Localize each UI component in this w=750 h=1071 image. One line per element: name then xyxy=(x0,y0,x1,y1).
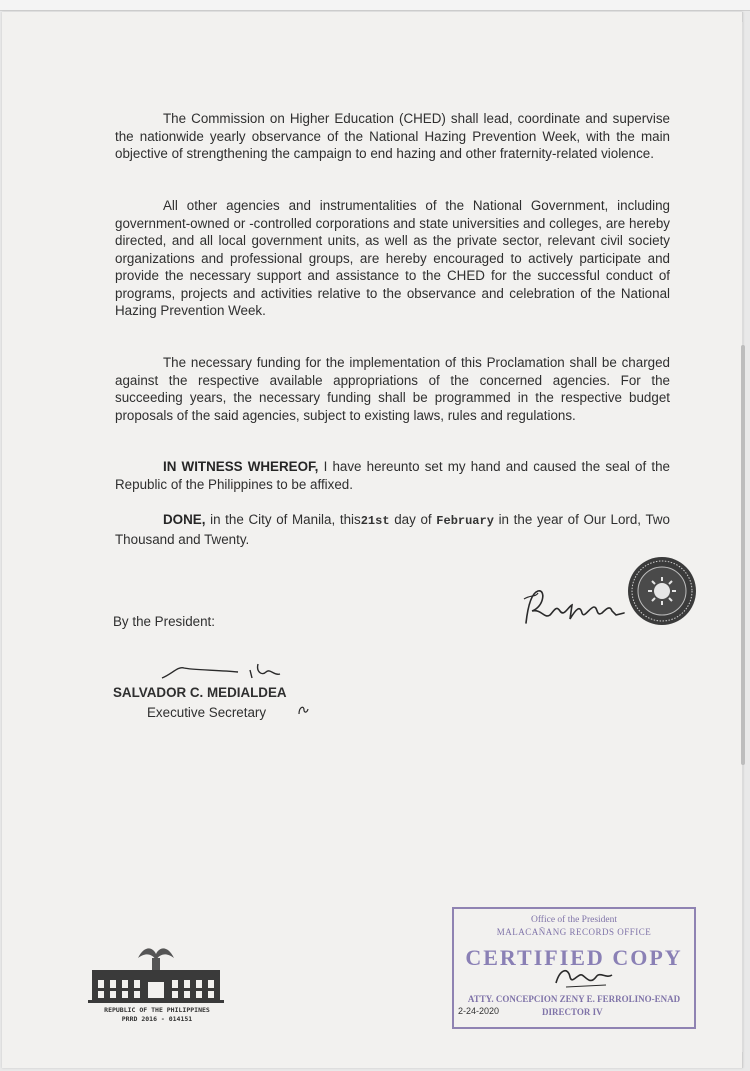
done-day: 21st xyxy=(360,514,390,528)
logo-caption-line2: PRRD 2016 - 014151 xyxy=(121,1015,193,1023)
malacanang-palace-logo xyxy=(86,940,226,1006)
by-the-president-label: By the President: xyxy=(113,614,215,629)
done-text-1: in the City of Manila, this xyxy=(205,512,361,527)
viewer-top-bar xyxy=(0,0,750,11)
stamp-certified-copy: CERTIFIED COPY xyxy=(465,945,683,970)
paragraph-done xyxy=(115,511,670,548)
secretary-title: Executive Secretary xyxy=(147,705,267,720)
scrollbar-thumb[interactable] xyxy=(741,345,745,765)
stamp-office: Office of the President xyxy=(530,915,618,925)
stamp-signature xyxy=(550,963,620,993)
secretary-name: SALVADOR C. MEDIALDEA xyxy=(113,685,287,700)
stamp-records-office: MALACAÑANG RECORDS OFFICE xyxy=(496,927,652,937)
president-signature xyxy=(520,585,630,635)
presidential-seal xyxy=(626,555,698,627)
logo-caption-line1: REPUBLIC OF THE PHILIPPINES xyxy=(104,1006,210,1014)
stamp-attorney-name: ATTY. CONCEPCION ZENY E. FERROLINO-ENAD xyxy=(467,994,681,1004)
secretary-signature xyxy=(158,656,288,686)
done-text-3: in the year of Our Lord, Two Thousand and Twenty. xyxy=(115,512,670,547)
stamp-director: DIRECTOR IV xyxy=(542,1007,603,1017)
secretary-initial xyxy=(296,703,310,717)
certified-copy-stamp xyxy=(452,907,696,1029)
witness-text: I have hereunto set my hand and caused the seal of the Republic of the Philippines to be affixed. xyxy=(115,459,670,492)
paragraph-ched-lead: The Commission on Higher Education (CHED) shall lead, coordinate and supervise the nationwide yearly observance of the National Hazing Prevention Week, with the main objective of strengthening the campaign to end hazing and other fraternity-related violence. xyxy=(115,111,670,161)
paragraph-witness xyxy=(115,458,670,493)
paragraph-funding: The necessary funding for the implementation of this Proclamation shall be charged against the respective available appropriations of the concerned agencies. For the succeeding years, the necessary funding shall be programmed in the respective budget proposals of the said agencies, subject to existing laws, rules and regulations. xyxy=(115,355,670,423)
logo-caption xyxy=(82,1006,232,1024)
done-text-2: day of xyxy=(389,512,437,527)
done-month: February xyxy=(436,514,494,528)
stamp-date: 2-24-2020 xyxy=(458,1006,500,1016)
paragraph-agencies: All other agencies and instrumentalities of the National Government, including government-owned or -controlled corporations and state universities and colleges, are hereby directed, and all local government units, as well as the private sector, relevant civil society organizations and professional groups, are hereby encouraged to actively participate and provide the necessary support and assistance to the CHED for the successful conduct of programs, projects and activities relative to the observance and celebration of the National Hazing Prevention Week. xyxy=(115,198,670,318)
done-lead: DONE, xyxy=(163,512,206,527)
witness-lead: IN WITNESS WHEREOF, xyxy=(163,459,319,474)
